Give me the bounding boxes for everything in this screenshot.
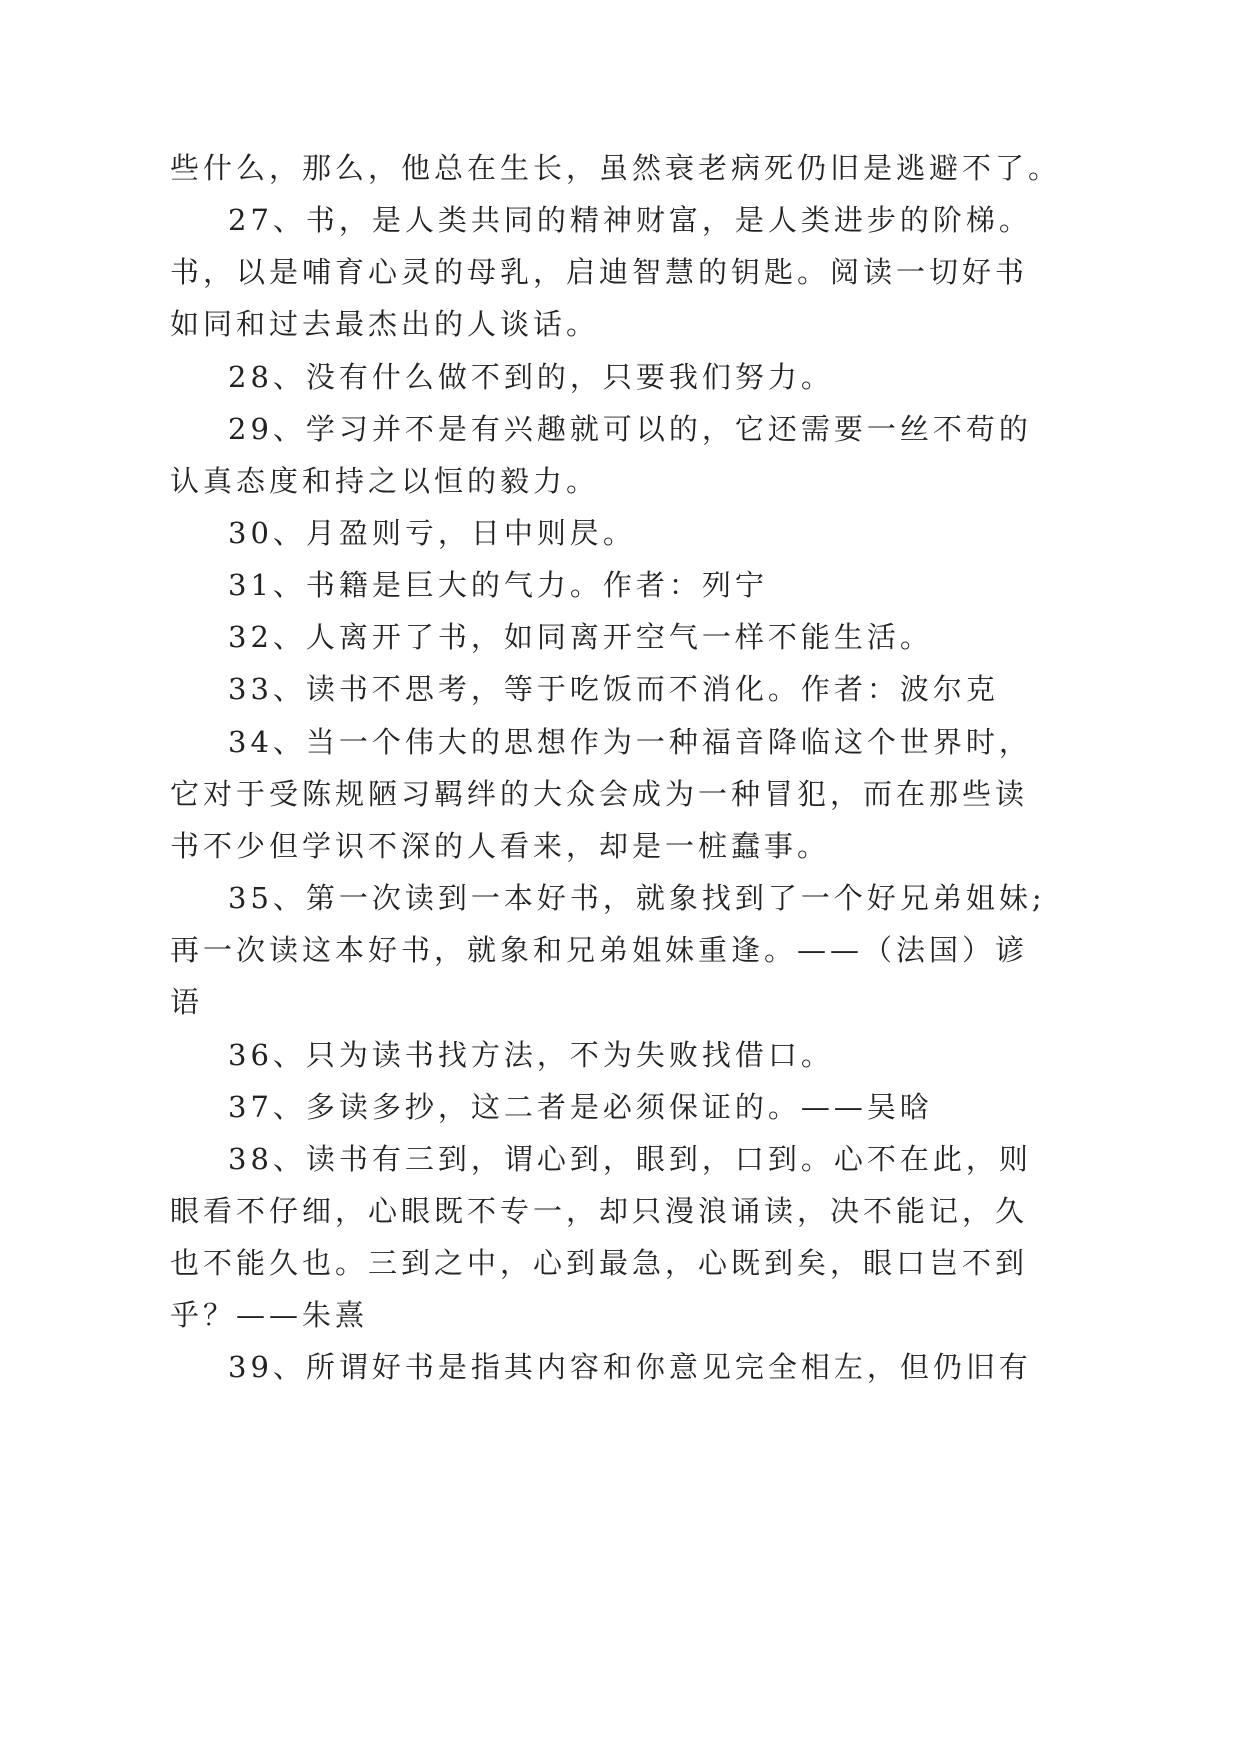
text-line: 31、书籍是巨大的气力。作者：列宁 xyxy=(228,568,768,602)
text-line: 30、月盈则亏，日中则昃。 xyxy=(228,516,636,550)
text-line: 28、没有什么做不到的，只要我们努力。 xyxy=(228,360,834,394)
text-line: 32、人离开了书，如同离开空气一样不能生活。 xyxy=(228,620,933,654)
text-line: 35、第一次读到一本好书，就象找到了一个好兄弟姐妹; xyxy=(228,881,1046,915)
text-line: 33、读书不思考，等于吃饭而不消化。作者：波尔克 xyxy=(228,672,999,706)
text-line: 认真态度和持之以恒的毅力。 xyxy=(170,464,600,498)
text-line: 乎？——朱熹 xyxy=(170,1298,369,1332)
text-line: 如同和过去最杰出的人谈话。 xyxy=(170,307,600,341)
text-line: 27、书，是人类共同的精神财富，是人类进步的阶梯。 xyxy=(228,203,1032,237)
text-line: 36、只为读书找方法，不为失败找借口。 xyxy=(228,1038,834,1072)
text-line: 语 xyxy=(170,985,204,1019)
text-line: 也不能久也。三到之中，心到最急，心既到矣，眼口岂不到 xyxy=(170,1246,1029,1280)
text-line: 39、所谓好书是指其内容和你意见完全相左，但仍旧有 xyxy=(228,1350,1032,1384)
text-line: 眼看不仔细，心眼既不专一，却只漫浪诵读，决不能记，久 xyxy=(170,1194,1029,1228)
text-line: 它对于受陈规陋习羁绊的大众会成为一种冒犯，而在那些读 xyxy=(170,777,1029,811)
text-line: 29、学习并不是有兴趣就可以的，它还需要一丝不苟的 xyxy=(228,412,1032,446)
text-line: 书不少但学识不深的人看来，却是一桩蠢事。 xyxy=(170,829,831,863)
text-line: 再一次读这本好书，就象和兄弟姐妹重逢。——（法国）谚 xyxy=(170,933,1029,967)
text-line: 34、当一个伟大的思想作为一种福音降临这个世界时， xyxy=(228,725,1032,759)
text-line: 些什么，那么，他总在生长，虽然衰老病死仍旧是逃避不了。 xyxy=(170,151,1062,185)
text-line: 37、多读多抄，这二者是必须保证的。——吴晗 xyxy=(228,1090,933,1124)
text-line: 书，以是哺育心灵的母乳，启迪智慧的钥匙。阅读一切好书 xyxy=(170,255,1029,289)
text-line: 38、读书有三到，谓心到，眼到，口到。心不在此，则 xyxy=(228,1142,1032,1176)
